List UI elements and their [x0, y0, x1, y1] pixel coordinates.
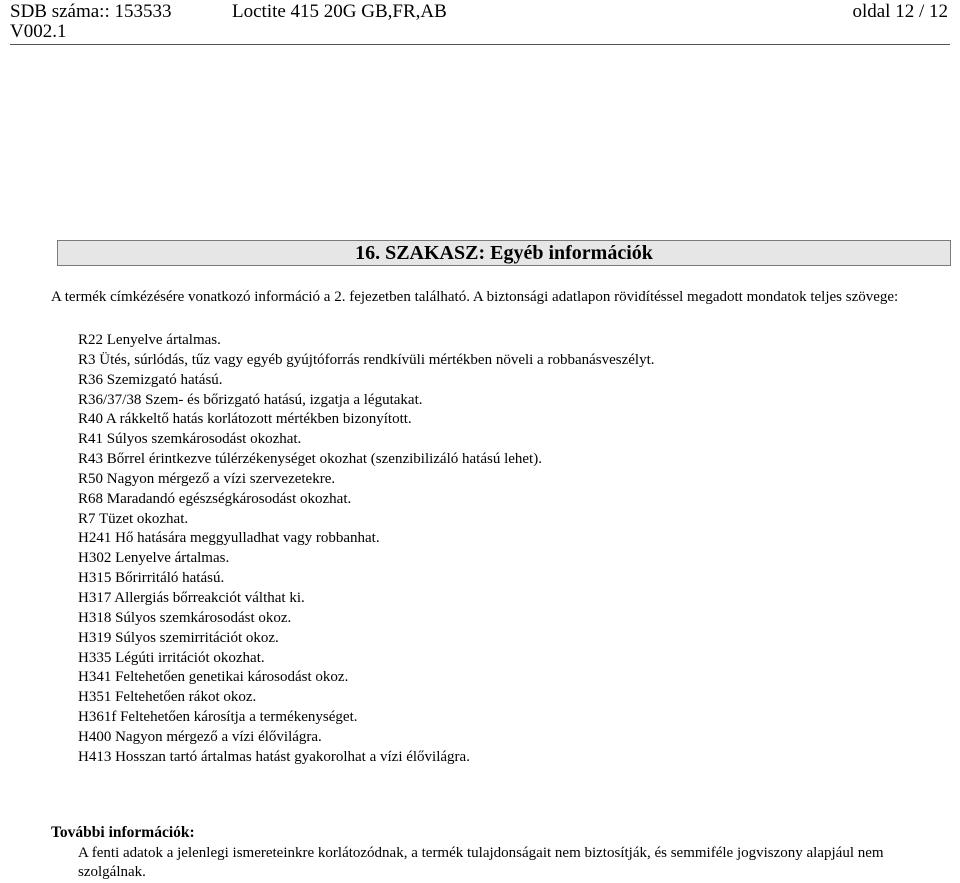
phrase-item: H315 Bőrirritáló hatású.: [78, 570, 225, 587]
phrase-item: H413 Hosszan tartó ártalmas hatást gyakorolhat a vízi élővilágra.: [78, 748, 470, 765]
phrase-item: H317 Allergiás bőrreakciót válthat ki.: [78, 589, 305, 606]
phrase-item: R22 Lenyelve ártalmas.: [78, 332, 221, 348]
section-title: 16. SZAKASZ: Egyéb információk: [355, 242, 653, 264]
phrase-item: R68 Maradandó egészségkárosodást okozhat.: [78, 490, 352, 507]
sdb-number: SDB száma:: 153533: [10, 1, 172, 22]
phrase-item: R7 Tüzet okozhat.: [78, 510, 189, 527]
phrase-item: H361f Feltehetően károsítja a termékenységet.: [78, 709, 358, 726]
phrase-item: R50 Nagyon mérgező a vízi szervezetekre.: [78, 470, 336, 487]
product-name: Loctite 415 20G GB,FR,AB: [232, 1, 447, 22]
phrase-item: R36/37/38 Szem- és bőrizgató hatású, izgatja a légutakat.: [78, 391, 423, 408]
page-number: oldal 12 / 12: [852, 1, 948, 22]
phrase-item: R41 Súlyos szemkárosodást okozhat.: [78, 431, 302, 448]
phrase-item: H302 Lenyelve ártalmas.: [78, 550, 230, 567]
intro-paragraph: A termék címkézésére vonatkozó információ a 2. fejezetben található. A biztonsági adatlapon rövidítéssel megadott mondatok teljes szövege:: [51, 289, 899, 305]
phrase-item: R40 A rákkeltő hatás korlátozott mértékben bizonyított.: [78, 411, 412, 428]
phrase-item: H318 Súlyos szemkárosodást okoz.: [78, 609, 292, 626]
document-version: V002.1: [10, 21, 67, 42]
more-info-text: A fenti adatok a jelenlegi ismereteinkre korlátozódnak, a termék tulajdonságait nem biztosítják, és semmiféle jogviszony alapjául nem szolgálnak.: [78, 845, 884, 880]
page-header: [10, 0, 950, 45]
more-info-heading: További információk:: [51, 824, 195, 841]
phrase-item: H319 Súlyos szemirritációt okoz.: [78, 629, 279, 646]
phrase-item: H341 Feltehetően genetikai károsodást okoz.: [78, 669, 349, 686]
phrase-item: R36 Szemizgató hatású.: [78, 371, 223, 388]
phrase-item: H351 Feltehetően rákot okoz.: [78, 689, 257, 706]
phrase-item: R3 Ütés, súrlódás, tűz vagy egyéb gyújtóforrás rendkívüli mértékben növeli a robbanásveszélyt.: [78, 351, 655, 368]
hazard-phrase-list: [78, 331, 948, 768]
phrase-item: R43 Bőrrel érintkezve túlérzékenységet okozhat (szenzibilizáló hatású lehet).: [78, 451, 542, 468]
phrase-item: H335 Légúti irritációt okozhat.: [78, 649, 265, 666]
phrase-item: H400 Nagyon mérgező a vízi élővilágra.: [78, 728, 322, 745]
section-header-bar: [57, 240, 951, 266]
phrase-item: H241 Hő hatására meggyulladhat vagy robbanhat.: [78, 530, 380, 547]
